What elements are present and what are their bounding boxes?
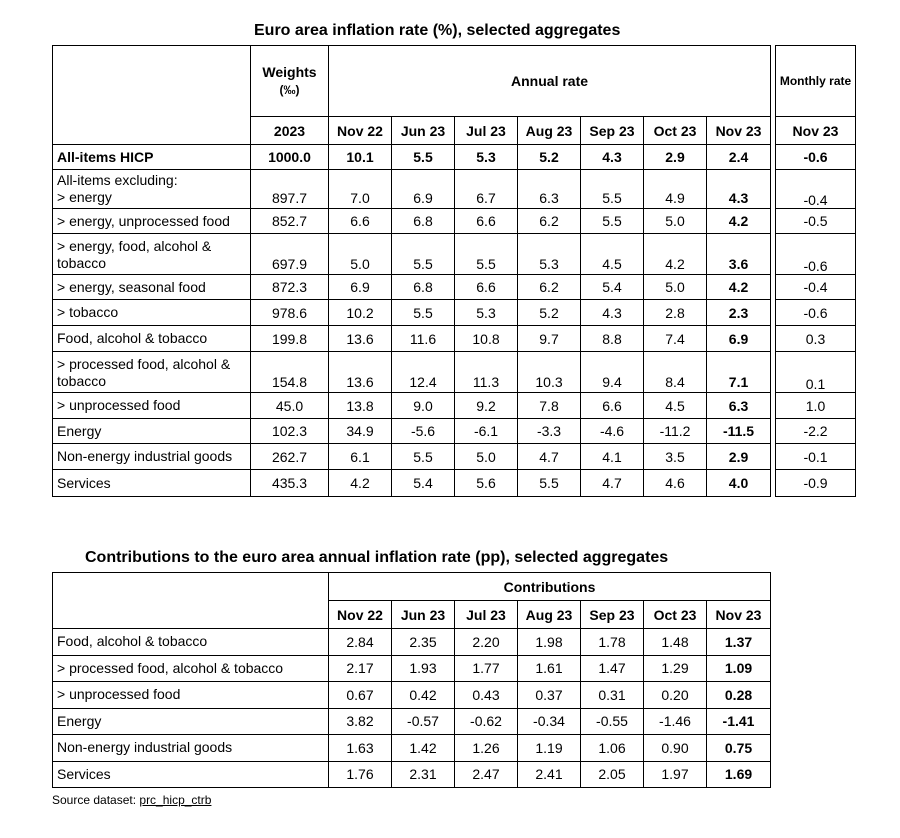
weight-cell: 154.8 bbox=[251, 352, 329, 393]
rate-cell: 4.5 bbox=[581, 234, 644, 275]
table-row bbox=[776, 326, 856, 352]
rate-cell: 2.8 bbox=[644, 300, 707, 326]
table-row bbox=[776, 209, 856, 234]
table-row bbox=[53, 655, 771, 682]
rate-cell: 5.2 bbox=[518, 145, 581, 170]
month-header: Sep 23 bbox=[581, 117, 644, 145]
row-label: All-items HICP bbox=[53, 145, 251, 170]
table-row bbox=[53, 444, 771, 470]
table-row bbox=[53, 393, 771, 419]
rate-cell: -11.2 bbox=[644, 419, 707, 444]
contribution-cell: 2.35 bbox=[392, 629, 455, 656]
contribution-cell: 0.37 bbox=[518, 682, 581, 709]
rate-cell: 4.3 bbox=[581, 300, 644, 326]
rate-cell: 34.9 bbox=[329, 419, 392, 444]
rate-cell: 6.3 bbox=[518, 170, 581, 209]
contribution-cell: 1.48 bbox=[644, 629, 707, 656]
contribution-cell: 0.67 bbox=[329, 682, 392, 709]
table-row bbox=[53, 629, 771, 656]
rate-cell: 6.6 bbox=[455, 209, 518, 234]
rate-cell: 7.8 bbox=[518, 393, 581, 419]
row-label: > processed food, alcohol & tobacco bbox=[53, 655, 329, 682]
rate-cell: 4.2 bbox=[644, 234, 707, 275]
rate-cell: 5.5 bbox=[392, 444, 455, 470]
monthly-rate-cell: -0.1 bbox=[776, 444, 856, 470]
contribution-cell: -0.62 bbox=[455, 708, 518, 735]
monthly-rate-table bbox=[775, 45, 856, 497]
contribution-cell: 0.28 bbox=[707, 682, 771, 709]
contribution-cell: -1.41 bbox=[707, 708, 771, 735]
rate-cell: 5.3 bbox=[455, 300, 518, 326]
contribution-cell: -0.57 bbox=[392, 708, 455, 735]
rate-cell: 6.9 bbox=[707, 326, 771, 352]
weight-cell: 978.6 bbox=[251, 300, 329, 326]
rate-cell: 6.1 bbox=[329, 444, 392, 470]
rate-cell: 6.7 bbox=[455, 170, 518, 209]
contribution-cell: 1.76 bbox=[329, 761, 392, 788]
contribution-cell: 1.37 bbox=[707, 629, 771, 656]
row-label: > processed food, alcohol & tobacco bbox=[53, 352, 251, 393]
table-row bbox=[776, 170, 856, 209]
rate-cell: 6.2 bbox=[518, 275, 581, 300]
rate-cell: 4.6 bbox=[644, 470, 707, 497]
table-row bbox=[776, 470, 856, 497]
weight-cell: 262.7 bbox=[251, 444, 329, 470]
contributions-header: Contributions bbox=[329, 573, 771, 601]
month-header: Nov 23 bbox=[707, 117, 771, 145]
rate-cell: -11.5 bbox=[707, 419, 771, 444]
contribution-cell: 2.47 bbox=[455, 761, 518, 788]
rate-cell: -3.3 bbox=[518, 419, 581, 444]
rate-cell: 13.8 bbox=[329, 393, 392, 419]
month-header: Sep 23 bbox=[581, 601, 644, 629]
contribution-cell: 1.97 bbox=[644, 761, 707, 788]
row-label: Food, alcohol & tobacco bbox=[53, 629, 329, 656]
contribution-cell: 3.82 bbox=[329, 708, 392, 735]
weight-cell: 872.3 bbox=[251, 275, 329, 300]
contribution-cell: 2.05 bbox=[581, 761, 644, 788]
rate-cell: 13.6 bbox=[329, 352, 392, 393]
table-row bbox=[776, 419, 856, 444]
weight-cell: 852.7 bbox=[251, 209, 329, 234]
contribution-cell: 0.31 bbox=[581, 682, 644, 709]
weight-cell: 199.8 bbox=[251, 326, 329, 352]
contribution-cell: 0.20 bbox=[644, 682, 707, 709]
rate-cell: 5.0 bbox=[644, 275, 707, 300]
rate-cell: 5.5 bbox=[455, 234, 518, 275]
table-row bbox=[53, 275, 771, 300]
month-header: Jun 23 bbox=[392, 601, 455, 629]
rate-cell: 5.5 bbox=[392, 300, 455, 326]
weights-header-label: Weights bbox=[262, 64, 317, 80]
rate-cell: 12.4 bbox=[392, 352, 455, 393]
rate-cell: 7.0 bbox=[329, 170, 392, 209]
rate-cell: 3.6 bbox=[707, 234, 771, 275]
monthly-rate-cell: 0.3 bbox=[776, 326, 856, 352]
rate-cell: 10.1 bbox=[329, 145, 392, 170]
rate-cell: 10.3 bbox=[518, 352, 581, 393]
table1-corner-cell bbox=[53, 46, 251, 145]
rate-cell: 4.7 bbox=[581, 470, 644, 497]
rate-cell: 4.9 bbox=[644, 170, 707, 209]
rate-cell: 9.2 bbox=[455, 393, 518, 419]
contribution-cell: 1.93 bbox=[392, 655, 455, 682]
month-header: Nov 22 bbox=[329, 601, 392, 629]
rate-cell: 4.0 bbox=[707, 470, 771, 497]
monthly-rate-cell: -0.6 bbox=[776, 300, 856, 326]
row-label-prefix: All-items excluding: bbox=[57, 172, 178, 188]
contribution-cell: 1.29 bbox=[644, 655, 707, 682]
table2-title: Contributions to the euro area annual inflation rate (pp), selected aggregates bbox=[85, 549, 669, 566]
row-label: Services bbox=[53, 761, 329, 788]
row-label: Food, alcohol & tobacco bbox=[53, 326, 251, 352]
monthly-rate-cell: -0.4 bbox=[776, 275, 856, 300]
table-row bbox=[53, 470, 771, 497]
monthly-rate-cell: 0.1 bbox=[776, 352, 856, 393]
weights-unit-label: (‰) bbox=[279, 83, 300, 97]
rate-cell: 2.9 bbox=[644, 145, 707, 170]
table-row bbox=[53, 326, 771, 352]
rate-cell: 5.0 bbox=[329, 234, 392, 275]
weight-cell: 697.9 bbox=[251, 234, 329, 275]
rate-cell: 9.4 bbox=[581, 352, 644, 393]
annual-rate-header: Annual rate bbox=[329, 46, 771, 117]
rate-cell: 8.4 bbox=[644, 352, 707, 393]
rate-cell: 6.8 bbox=[392, 275, 455, 300]
rate-cell: 2.3 bbox=[707, 300, 771, 326]
rate-cell: 5.2 bbox=[518, 300, 581, 326]
contribution-cell: 1.26 bbox=[455, 735, 518, 762]
table-row bbox=[53, 682, 771, 709]
weight-cell: 1000.0 bbox=[251, 145, 329, 170]
month-header: Nov 22 bbox=[329, 117, 392, 145]
rate-cell: 11.6 bbox=[392, 326, 455, 352]
rate-cell: 4.3 bbox=[707, 170, 771, 209]
contribution-cell: 1.42 bbox=[392, 735, 455, 762]
table-row bbox=[53, 419, 771, 444]
row-label: > unprocessed food bbox=[53, 682, 329, 709]
rate-cell: 6.9 bbox=[392, 170, 455, 209]
rate-cell: 5.5 bbox=[392, 234, 455, 275]
monthly-rate-cell: -2.2 bbox=[776, 419, 856, 444]
contribution-cell: 2.41 bbox=[518, 761, 581, 788]
monthly-rate-header: Monthly rate bbox=[776, 46, 856, 117]
rate-cell: 4.1 bbox=[581, 444, 644, 470]
contribution-cell: 1.19 bbox=[518, 735, 581, 762]
weight-cell: 45.0 bbox=[251, 393, 329, 419]
contribution-cell: -0.34 bbox=[518, 708, 581, 735]
rate-cell: 5.6 bbox=[455, 470, 518, 497]
rate-cell: 5.4 bbox=[581, 275, 644, 300]
table-row bbox=[53, 145, 771, 170]
monthly-month-header: Nov 23 bbox=[776, 117, 856, 145]
contribution-cell: 1.78 bbox=[581, 629, 644, 656]
row-label: Non-energy industrial goods bbox=[53, 444, 251, 470]
rate-cell: 4.7 bbox=[518, 444, 581, 470]
contribution-cell: 0.90 bbox=[644, 735, 707, 762]
table-row bbox=[776, 444, 856, 470]
contribution-cell: -1.46 bbox=[644, 708, 707, 735]
rate-cell: 6.6 bbox=[455, 275, 518, 300]
weight-cell: 102.3 bbox=[251, 419, 329, 444]
table-row bbox=[776, 393, 856, 419]
rate-cell: 5.3 bbox=[455, 145, 518, 170]
month-header: Oct 23 bbox=[644, 601, 707, 629]
rate-cell: 5.5 bbox=[518, 470, 581, 497]
row-label: Energy bbox=[53, 708, 329, 735]
contribution-cell: 2.31 bbox=[392, 761, 455, 788]
row-label-text: > energy bbox=[57, 189, 112, 205]
weights-header bbox=[251, 46, 329, 117]
contribution-cell: 0.75 bbox=[707, 735, 771, 762]
rate-cell: 9.0 bbox=[392, 393, 455, 419]
rate-cell: 4.2 bbox=[707, 275, 771, 300]
table-row bbox=[776, 145, 856, 170]
rate-cell: -4.6 bbox=[581, 419, 644, 444]
rate-cell: 5.4 bbox=[392, 470, 455, 497]
row-label: > tobacco bbox=[53, 300, 251, 326]
table-row bbox=[776, 352, 856, 393]
rate-cell: 7.4 bbox=[644, 326, 707, 352]
table-row bbox=[53, 209, 771, 234]
weights-year: 2023 bbox=[251, 117, 329, 145]
row-label: > energy, seasonal food bbox=[53, 275, 251, 300]
row-label: Energy bbox=[53, 419, 251, 444]
contributions-table bbox=[52, 572, 771, 788]
rate-cell: 4.2 bbox=[329, 470, 392, 497]
source-prefix: Source dataset: bbox=[52, 793, 140, 807]
monthly-rate-cell: 1.0 bbox=[776, 393, 856, 419]
table-row bbox=[53, 352, 771, 393]
row-label: > unprocessed food bbox=[53, 393, 251, 419]
contribution-cell: 2.17 bbox=[329, 655, 392, 682]
rate-cell: 6.6 bbox=[329, 209, 392, 234]
contribution-cell: 2.84 bbox=[329, 629, 392, 656]
monthly-rate-cell: -0.9 bbox=[776, 470, 856, 497]
rate-cell: 5.3 bbox=[518, 234, 581, 275]
monthly-rate-cell: -0.4 bbox=[776, 170, 856, 209]
contribution-cell: 1.69 bbox=[707, 761, 771, 788]
table-row bbox=[53, 170, 771, 209]
monthly-rate-cell: -0.6 bbox=[776, 234, 856, 275]
table-row bbox=[776, 300, 856, 326]
rate-cell: 10.8 bbox=[455, 326, 518, 352]
rate-cell: 5.0 bbox=[644, 209, 707, 234]
rate-cell: 2.4 bbox=[707, 145, 771, 170]
rate-cell: 4.5 bbox=[644, 393, 707, 419]
contribution-cell: 1.98 bbox=[518, 629, 581, 656]
row-label: > energy, unprocessed food bbox=[53, 209, 251, 234]
rate-cell: 11.3 bbox=[455, 352, 518, 393]
month-header: Jul 23 bbox=[455, 117, 518, 145]
table1-title: Euro area inflation rate (%), selected aggregates bbox=[254, 22, 621, 39]
table-row bbox=[53, 300, 771, 326]
rate-cell: 4.2 bbox=[707, 209, 771, 234]
weight-cell: 897.7 bbox=[251, 170, 329, 209]
rate-cell: -6.1 bbox=[455, 419, 518, 444]
contribution-cell: 0.42 bbox=[392, 682, 455, 709]
rate-cell: 5.0 bbox=[455, 444, 518, 470]
table-row bbox=[776, 234, 856, 275]
rate-cell: 6.2 bbox=[518, 209, 581, 234]
rate-cell: 7.1 bbox=[707, 352, 771, 393]
table-row bbox=[776, 275, 856, 300]
contribution-cell: -0.55 bbox=[581, 708, 644, 735]
monthly-rate-cell: -0.6 bbox=[776, 145, 856, 170]
month-header: Aug 23 bbox=[518, 601, 581, 629]
contribution-cell: 1.63 bbox=[329, 735, 392, 762]
table-row bbox=[53, 708, 771, 735]
source-note bbox=[52, 793, 211, 807]
contribution-cell: 1.06 bbox=[581, 735, 644, 762]
row-label: Non-energy industrial goods bbox=[53, 735, 329, 762]
contribution-cell: 1.77 bbox=[455, 655, 518, 682]
rate-cell: 3.5 bbox=[644, 444, 707, 470]
weight-cell: 435.3 bbox=[251, 470, 329, 497]
table-row bbox=[53, 234, 771, 275]
month-header: Oct 23 bbox=[644, 117, 707, 145]
table-row bbox=[53, 735, 771, 762]
row-label: > energy, food, alcohol & tobacco bbox=[53, 234, 251, 275]
rate-cell: 6.8 bbox=[392, 209, 455, 234]
rate-cell: 6.3 bbox=[707, 393, 771, 419]
rate-cell: 5.5 bbox=[581, 209, 644, 234]
contribution-cell: 1.09 bbox=[707, 655, 771, 682]
month-header: Aug 23 bbox=[518, 117, 581, 145]
source-dataset-link[interactable]: prc_hicp_ctrb bbox=[139, 793, 212, 807]
rate-cell: 13.6 bbox=[329, 326, 392, 352]
contribution-cell: 1.47 bbox=[581, 655, 644, 682]
contribution-cell: 1.61 bbox=[518, 655, 581, 682]
table-row bbox=[53, 761, 771, 788]
month-header: Jun 23 bbox=[392, 117, 455, 145]
rate-cell: 6.6 bbox=[581, 393, 644, 419]
month-header: Jul 23 bbox=[455, 601, 518, 629]
row-label: Services bbox=[53, 470, 251, 497]
rate-cell: 4.3 bbox=[581, 145, 644, 170]
rate-cell: 9.7 bbox=[518, 326, 581, 352]
contribution-cell: 0.43 bbox=[455, 682, 518, 709]
rate-cell: -5.6 bbox=[392, 419, 455, 444]
monthly-rate-cell: -0.5 bbox=[776, 209, 856, 234]
row-label bbox=[53, 170, 251, 209]
rate-cell: 10.2 bbox=[329, 300, 392, 326]
inflation-rate-table bbox=[52, 45, 771, 497]
rate-cell: 8.8 bbox=[581, 326, 644, 352]
rate-cell: 5.5 bbox=[392, 145, 455, 170]
month-header: Nov 23 bbox=[707, 601, 771, 629]
rate-cell: 2.9 bbox=[707, 444, 771, 470]
table2-corner-cell bbox=[53, 573, 329, 629]
rate-cell: 5.5 bbox=[581, 170, 644, 209]
rate-cell: 6.9 bbox=[329, 275, 392, 300]
contribution-cell: 2.20 bbox=[455, 629, 518, 656]
